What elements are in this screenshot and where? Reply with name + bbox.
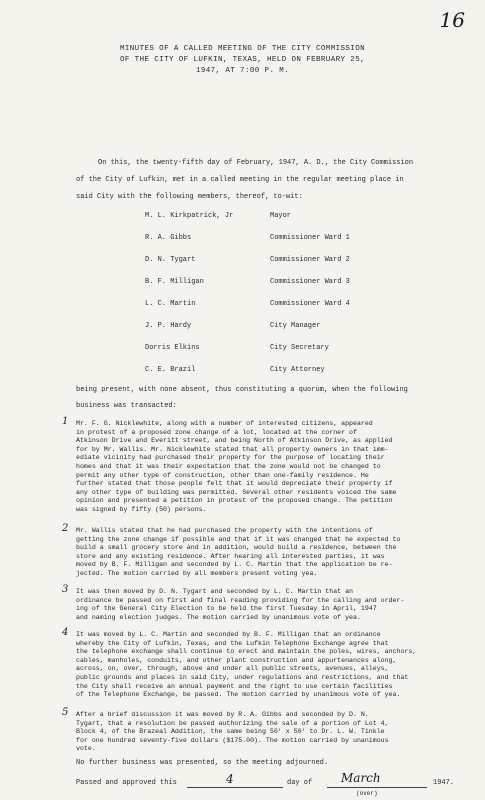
paragraph-line: the City shall receive an annual payment and the right to use certain facilities (76, 682, 393, 690)
title-line-1: MINUTES OF A CALLED MEETING OF THE CITY COMMISSION (119, 45, 366, 53)
paragraph-line: was signed by fifty (50) persons. (76, 505, 207, 513)
paragraph-line: build a small grocery store and in addition, would build a residence, between the (76, 544, 397, 552)
paragraph-line: in protest of a proposed zone change of a lot, located at the corner of (76, 428, 357, 436)
paragraph-line: Tygart, that a resolution be passed authorizing the sale of a portion of Lot 4, (76, 719, 389, 727)
paragraph-line: of the Telephone Exchange, be passed. The motion carried by unanimous vote of yea. (76, 691, 401, 699)
paragraph-line: across, on, over, through, above and under all public streets, avenues, alleys, (76, 665, 389, 673)
member-name: D. N. Tygart (145, 256, 196, 264)
paragraph-line: public grounds and places in said City, under regulations and restrictions, and that (76, 673, 409, 681)
approval-day-value: 4 (226, 772, 234, 786)
page-number: 16 (439, 8, 465, 32)
paragraph-line: the telephone exchange shall continue to erect and maintain the poles, wires, anchors, (76, 648, 417, 656)
paragraph-line: ediate vicinity had purchased their property for the purpose of locating their (76, 454, 385, 462)
paragraph-line: store and any existing residence. After hearing all interested parties, it was (76, 552, 385, 560)
paragraph-line: It was then moved by D. N. Tygart and seconded by L. C. Martin that an (76, 588, 353, 595)
paragraph-line: cables, manholes, conduits, and other plant construction and appurtenances along, (76, 656, 397, 664)
minutes-paragraph-1 (62, 416, 468, 515)
member-name: R. A. Gibbs (145, 234, 192, 242)
paragraph-line: further stated that those people felt that it would depreciate their property if (76, 480, 393, 488)
paragraph-number: 4 (62, 627, 69, 638)
member-role: Commissioner Ward 4 (270, 300, 350, 308)
member-role: Commissioner Ward 2 (270, 256, 350, 264)
paragraph-line: whereby the City of Lufkin, Texas, and the Lufkin Telephone Exchange agree that (76, 639, 389, 647)
paragraph-line: homes and that it was their expectation that the zone would not be changed to (76, 462, 381, 470)
member-name: L. C. Martin (145, 300, 196, 308)
minutes-title (0, 44, 485, 77)
paragraph-line: Atkinson Drive and Everitt street, and being North of Atkinson Drive, as applied (76, 437, 393, 445)
title-line-3: 1947, AT 7:00 P. M. (195, 67, 290, 75)
day-underline (187, 787, 283, 788)
approval-year: 1947. (433, 779, 455, 787)
member-role: City Secretary (270, 344, 329, 352)
paragraph-line: Block 4, of the Brazeal Addition, the same being 50' x 50' to Dr. L. W. Tinkle (76, 728, 385, 736)
quorum-line-2: business was transacted: (76, 402, 177, 410)
opening-line-3: said City with the following members, thereof, to-wit: (76, 193, 303, 201)
paragraph-line: moved by B. F. Milligan and seconded by L. C. Martin that the application be re- (76, 561, 393, 569)
closing-statement: No further business was presented, so the meeting adjourned. (76, 759, 329, 767)
minutes-paragraph-4 (62, 627, 468, 700)
paragraph-line: ordinance be passed on first and final reading providing for the calling and order- (76, 596, 405, 604)
month-underline (327, 787, 427, 788)
paragraph-line: and naming election judges. The motion carried by unanimous vote of yea. (76, 613, 361, 621)
paragraph-number: 1 (62, 416, 69, 427)
paragraph-number: 2 (62, 523, 69, 534)
member-name: Dorris Elkins (145, 344, 200, 352)
paragraph-line: any other type of building was permitted. Several other residents voiced the same (76, 488, 397, 496)
paragraph-line: for by Mr. Wallis. Mr. Nicklewhite stated that all property owners in that imm- (76, 445, 389, 453)
approval-month-subnote: (over) (356, 790, 378, 797)
member-name: B. F. Milligan (145, 278, 204, 286)
minutes-paragraph-5 (62, 707, 468, 754)
approval-label: Passed and approved this (76, 779, 177, 787)
member-role: Commissioner Ward 1 (270, 234, 350, 242)
paragraph-line: jected. The motion carried by all members present voting yea. (76, 569, 318, 577)
paragraph-line: It was moved by L. C. Martin and seconded by B. F. Milligan that an ordinance (76, 631, 381, 638)
member-role: City Attorney (270, 366, 325, 374)
approval-day-label: day of (287, 779, 313, 787)
paragraph-line: Mr. Wallis stated that he had purchased the property with the intentions of (76, 527, 373, 534)
opening-line-2: of the City of Lufkin, met in a called meeting in the regular meeting place in (76, 176, 404, 184)
minutes-paragraph-3 (62, 584, 468, 622)
paragraph-line: vote. (76, 745, 96, 753)
member-role: City Manager (270, 322, 321, 330)
quorum-line-1: being present, with none absent, thus constituting a quorum, when the following (76, 386, 408, 394)
paragraph-line: After a brief discussion it was moved by R. A. Gibbs and seconded by D. N. (76, 711, 369, 718)
member-name: J. P. Hardy (145, 322, 192, 330)
minutes-paragraph-2 (62, 523, 468, 579)
approval-month-value: March (341, 771, 381, 785)
paragraph-line: opinion and presented a petition in protest of the proposed change. The petition (76, 497, 393, 505)
paragraph-line: permit any other type of construction, other than one-family residence. He (76, 471, 369, 479)
title-line-2: OF THE CITY OF LUFKIN, TEXAS, HELD ON FEBRUARY 25, (119, 56, 366, 64)
opening-line-1: On this, the twenty-fifth day of February, 1947, A. D., the City Commission (98, 159, 414, 167)
paragraph-line: Mr. F. G. Nicklewhite, along with a number of interested citizens, appeared (76, 420, 373, 427)
paragraph-number: 5 (62, 707, 69, 718)
member-role: Commissioner Ward 3 (270, 278, 350, 286)
paragraph-line: ing of the General City Election to be held the first Tuesday in April, 1947 (76, 605, 377, 613)
member-name: C. E. Brazil (145, 366, 196, 374)
paragraph-line: for one hundred seventy-five dollars ($175.00). The motion carried by unanimous (76, 736, 389, 744)
paragraph-number: 3 (62, 584, 69, 595)
member-name: M. L. Kirkpatrick, Jr (145, 212, 234, 220)
paragraph-line: getting the zone change if possible and that if it was changed that he expected to (76, 535, 401, 543)
member-role: Mayor (270, 212, 292, 220)
